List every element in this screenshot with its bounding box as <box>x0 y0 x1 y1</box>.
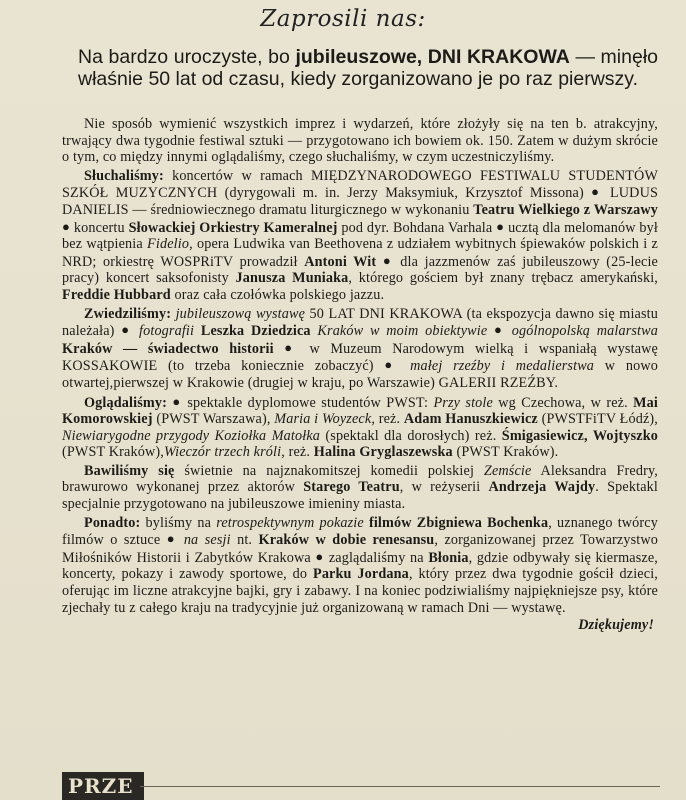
bullet-dot-icon: ● <box>166 531 178 547</box>
bullet-dot-icon: ● <box>382 252 394 268</box>
section-ponadto: Ponadto: byliśmy na retrospektywnym pokazie filmów Zbigniewa Bochenka, uznanego twórcy filmów o sztuce ● na sesji nt. Kraków w dobie renesansu, zorganizowanej przez Towarzystwo Miłośników Historii i Zabytków Krakowa ● zaglądaliśmy na Błonia, gdzie odbywały się kiermasze, koncerty, pokazy i zawody sportowe, do Parku Jordana, który przez dwa tygodnie gościł dzieci, oferując im liczne atrakcyjne bajki, gry i zabawy. I na koniec podziwialiśmy najpiękniejsze psy, które zjechały tu z całego kraju na tradycyjnie już organizowaną w ramach Dni — wystawę. <box>62 514 659 616</box>
bullet-dot-icon: ● <box>591 184 603 200</box>
bullet-dot-icon: ● <box>62 218 71 234</box>
bullet-dot-icon: ● <box>284 339 300 355</box>
section-zwiedzilismy: Zwiedziliśmy: jubileuszową wystawę 50 LAT DNI KRAKOWA (ta ekspozycja dawno się miastu należała) ● fotografii Leszka Dziedzica Kraków w moim obiektywie ● ogólnopolską malarstwa Kraków — świadectwo historii ● w Muzeum Narodowym wielką i wspaniałą wystawę KOSSAKOWIE (to trzeba koniecznie zobaczyć) ● małej rzeźby i medalierstwa w nowo otwartej,pierwszej w Krakowie (drugiej w kraju, po Warszawie) GALERII RZEŹBY. <box>62 305 659 391</box>
bullet-dot-icon: ● <box>315 548 325 564</box>
bullet-dot-icon: ● <box>496 218 505 234</box>
article-body <box>62 116 658 634</box>
bottom-rule <box>140 786 660 787</box>
section-bawilismy: Bawiliśmy się świetnie na najznakomitszej komedii polskiej Zemście Aleksandra Fredry, brawurowo wykonanej przez aktorów Starego Teatru, w reżyserii Andrzeja Wajdy. Spektakl specjalnie przygotowano na jubileuszowe imieniny miasta. <box>62 462 658 513</box>
section-sluchalismy: Słuchaliśmy: koncertów w ramach MIĘDZYNARODOWEGO FESTIWALU STUDENTÓW SZKÓŁ MUZYCZNYCH (dyrygowali m. in. Jerzy Maksymiuk, Krzysztof Missona) ● LUDUS DANIELIS — średniowiecznego dramatu liturgicznego w wykonaniu Teatru Wielkiego z Warszawy ● koncertu Słowackiej Orkiestry Kameralnej pod dyr. Bohdana Varhala ● ucztą dla melomanów był bez wątpienia Fidelio, opera Ludwika van Beethovena z udziałem wybitnych śpiewaków polskich i z NRD; orkiestrę WOSPRiTV prowadził Antoni Wit ● dla jazzmenów zaś jubileuszowy (25-lecie pracy) koncert saksofonisty Janusza Muniaka, którego gościem był znany trębacz amerykański, Freddie Hubbard oraz cała czołówka polskiego jazzu. <box>62 167 659 303</box>
intro-paragraph: Nie sposób wymienić wszystkich imprez i wydarzeń, które złożyły się na ten b. atrakcyjny, trwający dwa tygodnie festiwal sztuki — przygotowano ich bowiem ok. 150. Zatem w dużym skrócie o tym, co między innymi oglądaliśmy, czego słuchaliśmy, w czym uczestniczyliśmy. <box>62 116 658 166</box>
masthead-fragment: PRZE <box>62 772 144 800</box>
bullet-dot-icon: ● <box>384 357 400 373</box>
closing-thanks: Dziękujemy! <box>578 617 654 634</box>
bullet-dot-icon: ● <box>121 322 133 338</box>
bullet-dot-icon: ● <box>172 393 182 409</box>
section-ogladalismy: Oglądaliśmy: ● spektakle dyplomowe studentów PWST: Przy stole wg Czechowa, w reż. Mai Komorowskiej (PWST Warszawa), Maria i Woyzeck, reż. Adam Hanuszkiewicz (PWSTFiTV Łódź), Niewiarygodne przygody Koziołka Matołka (spektakl dla dorosłych) reż. Śmigasiewicz, Wojtyszko (PWST Kraków),Wieczór trzech króli, reż. Halina Gryglaszewska (PWST Kraków). <box>62 393 659 461</box>
lead-paragraph: Na bardzo uroczyste, bo jubileuszowe, DNI KRAKOWA — minęło właśnie 50 lat od czasu, kiedy zorganizowano je po raz pierwszy. <box>78 46 659 90</box>
article-heading: Zaprosili nas: <box>260 6 426 32</box>
bullet-dot-icon: ● <box>494 322 506 338</box>
